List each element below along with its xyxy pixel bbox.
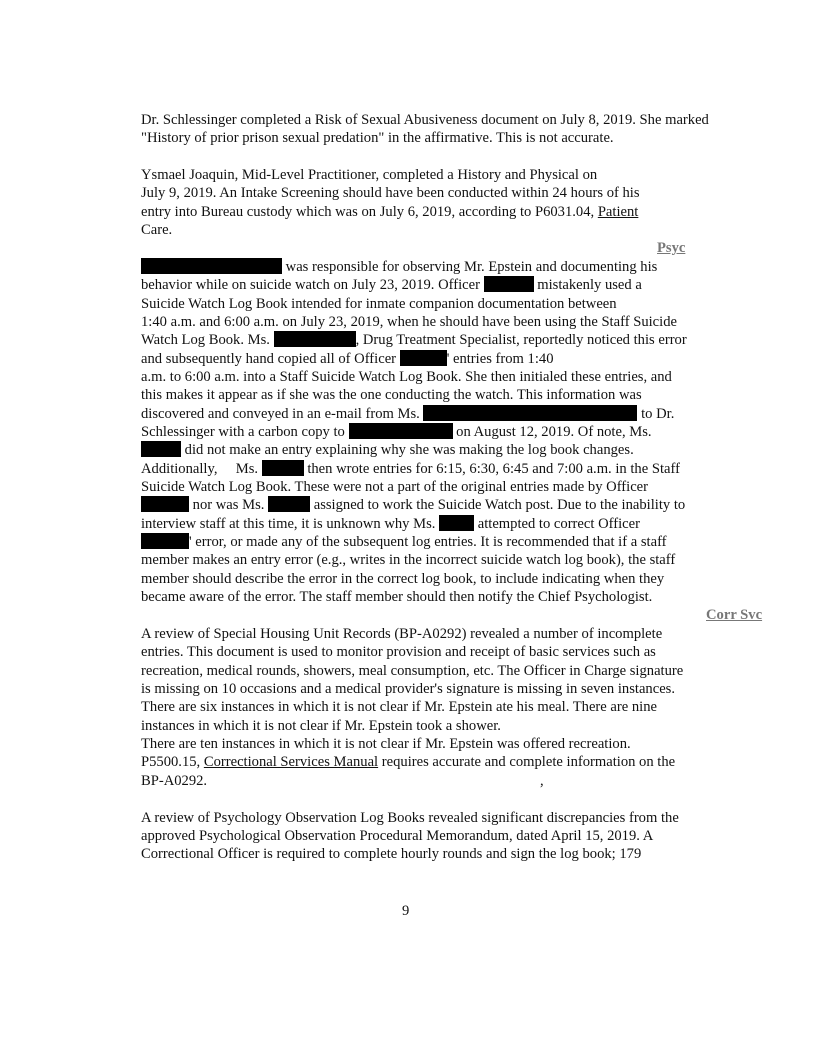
redaction-box: [274, 331, 356, 347]
para3-line11: [141, 441, 634, 459]
para3-line5-text-b: , Drug Treatment Specialist, reportedly noticed this error: [355, 332, 687, 348]
redaction-box: [268, 496, 310, 512]
para3-line15-text-a: interview staff at this time, it is unknown why Ms.: [141, 516, 440, 532]
para2-line4: Care.: [141, 222, 173, 238]
para3-line2-text-a: behavior while on suicide watch on July 23, 2019. Officer: [141, 277, 484, 293]
patient-care-link-text: Patient: [597, 204, 639, 220]
redaction-box: [141, 258, 282, 274]
para3-line1-text: was responsible for observing Mr. Epstein and documenting his: [285, 259, 658, 275]
redaction-box: [400, 350, 447, 366]
para3-line19: became aware of the error. The staff member should then notify the Chief Psychologist.: [141, 589, 653, 605]
redaction-box: [141, 441, 181, 457]
para1-line1: Dr. Schlessinger completed a Risk of Sexual Abusiveness document on July 8, 2019. She marked: [141, 112, 709, 128]
para4-line8-text-c: requires accurate and complete information on the: [378, 754, 676, 770]
para4-line8-text-a: P5500.15,: [141, 754, 204, 770]
para5-line3: Correctional Officer is required to complete hourly rounds and sign the log book; 179: [141, 846, 642, 862]
para3-line10: [141, 423, 652, 441]
correctional-services-manual-text: Correctional Services Manual: [203, 754, 379, 770]
stray-comma: ,: [540, 773, 544, 789]
para3-line2: [141, 276, 642, 294]
para3-line14-text-b: assigned to work the Suicide Watch post. Due to the inability to: [313, 497, 686, 513]
redaction-box: [262, 460, 304, 476]
para3-line7: a.m. to 6:00 a.m. into a Staff Suicide Watch Log Book. She then initialed these entries, and: [141, 369, 672, 385]
para3-line14: [141, 496, 685, 514]
para3-line9-text-b: to Dr.: [641, 406, 675, 422]
redaction-box: [349, 423, 453, 439]
para3-line15-text-b: attempted to correct Officer: [477, 516, 640, 532]
psyc-section-header: Psyc: [657, 240, 686, 256]
para3-line1: [141, 258, 657, 276]
para2-line3: [141, 203, 638, 221]
para4-line6: instances in which it is not clear if Mr. Epstein took a shower.: [141, 718, 501, 734]
para3-line6-text-a: and subsequently hand copied all of Officer: [141, 351, 400, 367]
redaction-box: [439, 515, 474, 531]
para3-line12-text-b: then wrote entries for 6:15, 6:30, 6:45 and 7:00 a.m. in the Staff: [307, 461, 680, 477]
para5-line1: A review of Psychology Observation Log Books revealed significant discrepancies from the: [141, 810, 679, 826]
para3-line11-text: did not make an entry explaining why she was making the log book changes.: [184, 442, 634, 458]
para1-line2: "History of prior prison sexual predation" in the affirmative. This is not accurate.: [141, 130, 614, 146]
para3-line16: [141, 533, 667, 551]
para5-line2: approved Psychological Observation Procedural Memorandum, dated April 15, 2019. A: [141, 828, 654, 844]
redaction-box: [141, 496, 189, 512]
para3-line13: Suicide Watch Log Book. These were not a part of the original entries made by Officer: [141, 479, 649, 495]
para3-line18: member should describe the error in the correct log book, to include indicating when they: [141, 571, 665, 587]
para3-line8: this makes it appear as if she was the one conducting the watch. This information was: [141, 387, 642, 403]
para3-line9-text-a: discovered and conveyed in an e-mail from Ms.: [141, 406, 424, 422]
page-number: 9: [402, 903, 410, 919]
para4-line2: entries. This document is used to monitor provision and receipt of basic services such as: [141, 644, 656, 660]
para4-line8: [141, 753, 675, 771]
redaction-box: [423, 405, 637, 421]
para4-line3: recreation, medical rounds, showers, meal consumption, etc. The Officer in Charge signature: [141, 663, 684, 679]
corr-svc-section-header: Corr Svc: [706, 607, 763, 623]
para3-line12-text-a: Additionally, Ms.: [141, 461, 262, 477]
para4-line5: There are six instances in which it is not clear if Mr. Epstein ate his meal. There are nine: [141, 699, 658, 715]
para3-line5: [141, 331, 687, 349]
para3-line17: member makes an entry error (e.g., writes in the incorrect suicide watch log book), the staff: [141, 552, 676, 568]
para2-line1: Ysmael Joaquin, Mid-Level Practitioner, completed a History and Physical on: [141, 167, 598, 183]
para3-line6: [141, 350, 554, 368]
redaction-box: [484, 276, 534, 292]
para3-line4: 1:40 a.m. and 6:00 a.m. on July 23, 2019, when he should have been using the Staff Suicide: [141, 314, 677, 330]
para3-line15: [141, 515, 640, 533]
para4-line4: is missing on 10 occasions and a medical provider's signature is missing in seven instances.: [141, 681, 675, 697]
redaction-box: [141, 533, 189, 549]
para3-line3: Suicide Watch Log Book intended for inmate companion documentation between: [141, 296, 617, 312]
para2-line2: July 9, 2019. An Intake Screening should have been conducted within 24 hours of his: [141, 185, 640, 201]
para4-line7: There are ten instances in which it is not clear if Mr. Epstein was offered recreation.: [141, 736, 631, 752]
para3-line2-text-b: mistakenly used a: [537, 277, 642, 293]
para3-line10-text-a: Schlessinger with a carbon copy to: [141, 424, 349, 440]
para3-line6-text-b: ' entries from 1:40: [446, 351, 554, 367]
para3-line12: [141, 460, 680, 478]
para2-line3-text: entry into Bureau custody which was on July 6, 2019, according to P6031.04,: [141, 204, 598, 220]
para4-line9: BP-A0292.: [141, 773, 208, 789]
para3-line14-text-a: nor was Ms.: [192, 497, 269, 513]
para4-line1: A review of Special Housing Unit Records (BP-A0292) revealed a number of incomplete: [141, 626, 663, 642]
para3-line16-text: ' error, or made any of the subsequent log entries. It is recommended that if a staff: [189, 534, 667, 550]
para3-line10-text-b: on August 12, 2019. Of note, Ms.: [456, 424, 652, 440]
para3-line5-text-a: Watch Log Book. Ms.: [141, 332, 274, 348]
para3-line9: [141, 405, 674, 423]
